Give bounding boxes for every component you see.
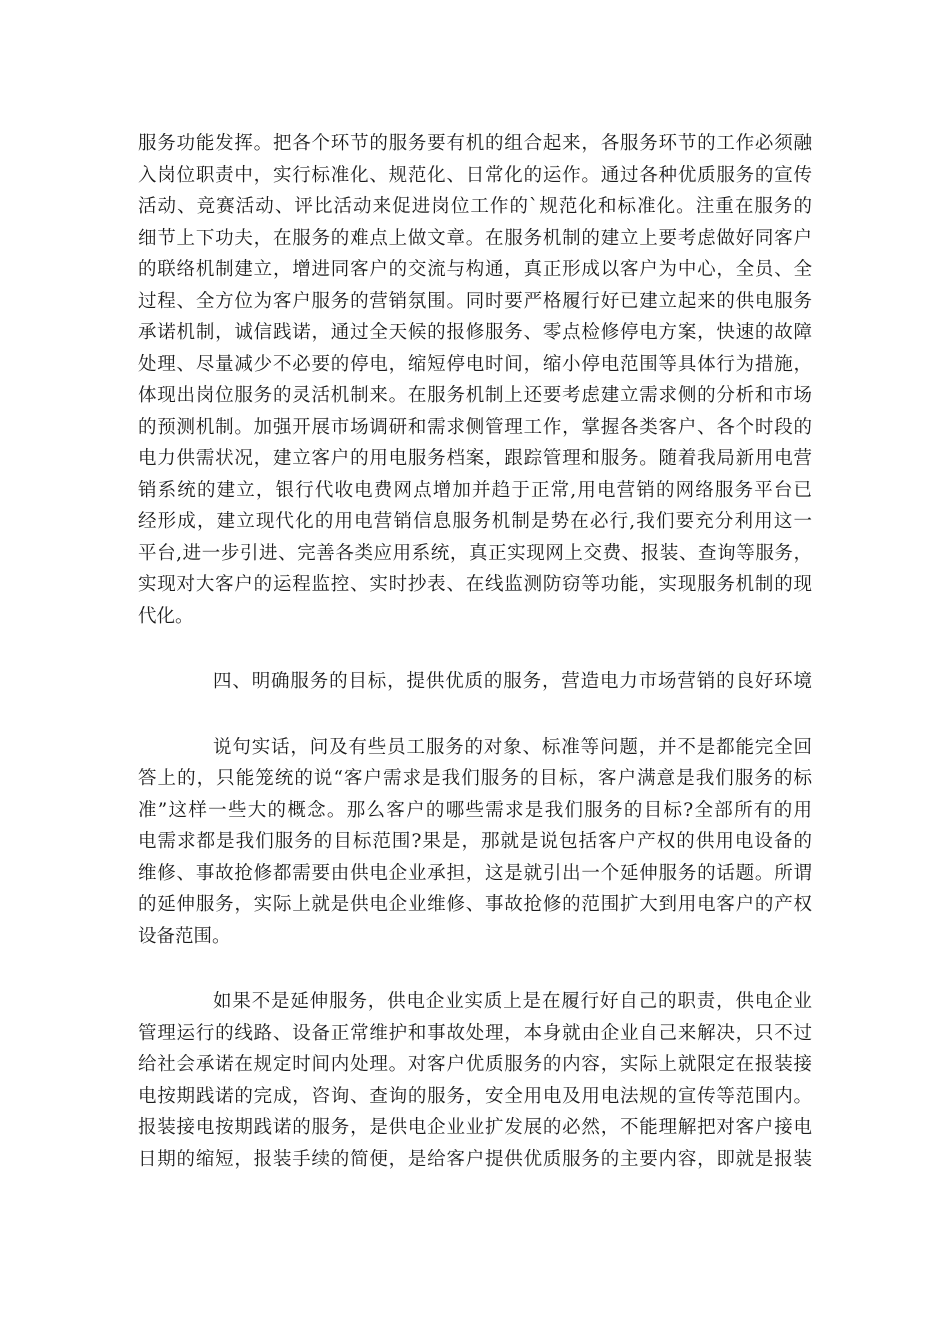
- text-line: 如果不是延伸服务，供电企业实质上是在履行好自己的职责，供电企业: [213, 991, 812, 1012]
- text-line: 承诺机制，诚信践诺，通过全天候的报修服务、零点检修停电方案，快速的故障: [138, 322, 812, 343]
- text-line: 电力供需状况，建立客户的用电服务档案，跟踪管理和服务。随着我局新用电营: [138, 448, 812, 469]
- text-line: 报装接电按期践诺的服务，是供电企业业扩发展的必然，不能理解把对客户接电: [138, 1117, 812, 1138]
- paragraph-service-mechanism: [138, 128, 812, 632]
- text-line: 的预测机制。加强开展市场调研和需求侧管理工作，掌握各类客户、各个时段的: [138, 416, 812, 438]
- text-line: 给社会承诺在规定时间内处理。对客户优质服务的内容，实际上就限定在报装接: [138, 1054, 812, 1075]
- text-line: 体现出岗位服务的灵活机制来。在服务机制上还要考虑建立需求侧的分析和市场: [138, 385, 812, 406]
- text-line: 细节上下功夫，在服务的难点上做文章。在服务机制的建立上要考虑做好同客户: [138, 227, 812, 249]
- section-heading: 四、明确服务的目标，提供优质的服务，营造电力市场营销的良好环境: [213, 671, 812, 692]
- text-line: 管理运行的线路、设备正常维护和事故处理，本身就由企业自己来解决，只不过: [138, 1022, 812, 1044]
- text-line: 说句实话，问及有些员工服务的对象、标准等问题，并不是都能完全回: [213, 736, 812, 758]
- text-line: 实现对大客户的运程监控、实时抄表、在线监测防窃等功能，实现服务机制的现: [138, 574, 812, 595]
- text-line: 的联络机制建立，增进同客户的交流与构通，真正形成以客户为中心，全员、全: [138, 259, 812, 280]
- text-line: 电按期践诺的完成，咨询、查询的服务，安全用电及用电法规的宣传等范围内。: [138, 1085, 812, 1107]
- text-line: 活动、竞赛活动、评比活动来促进岗位工作的`规范化和标准化。注重在服务的: [138, 196, 812, 217]
- text-line: 答上的，只能笼统的说“客户需求是我们服务的目标，客户满意是我们服务的标: [138, 768, 812, 789]
- text-line: 电需求都是我们服务的目标范围?果是，那就是说包括客户产权的供用电设备的: [138, 831, 812, 852]
- text-line: 销系统的建立，银行代收电费网点增加并趋于正常,用电营销的网络服务平台已: [138, 479, 812, 501]
- text-line: 日期的缩短，报装手续的简便，是给客户提供优质服务的主要内容，即就是报装: [138, 1148, 812, 1170]
- text-line: 准”这样一些大的概念。那么客户的哪些需求是我们服务的目标?全部所有的用: [138, 799, 812, 821]
- document-page: [138, 128, 812, 1175]
- paragraph-extended-service: [138, 986, 812, 1175]
- text-line: 维修、事故抢修都需要由供电企业承担，这是就引出一个延伸服务的话题。所谓: [138, 862, 812, 884]
- text-line: 平台,进一步引进、完善各类应用系统，真正实现网上交费、报装、查询等服务，: [138, 542, 812, 564]
- text-line: 的延伸服务，实际上就是供电企业维修、事故抢修的范围扩大到用电客户的产权: [138, 894, 812, 915]
- text-line: 设备范围。: [138, 925, 231, 947]
- text-line: 代化。: [138, 605, 194, 627]
- text-line: 过程、全方位为客户服务的营销氛围。同时要严格履行好已建立起来的供电服务: [138, 290, 812, 312]
- text-line: 服务功能发挥。把各个环节的服务要有机的组合起来，各服务环节的工作必须融: [138, 133, 812, 154]
- paragraph-service-target: [138, 732, 812, 953]
- text-line: 经形成，建立现代化的用电营销信息服务机制是势在必行,我们要充分利用这一: [138, 511, 812, 532]
- text-line: 入岗位职责中，实行标准化、规范化、日常化的运作。通过各种优质服务的宣传: [138, 164, 812, 186]
- text-line: 处理、尽量减少不必要的停电，缩短停电时间，缩小停电范围等具体行为措施，: [138, 353, 812, 375]
